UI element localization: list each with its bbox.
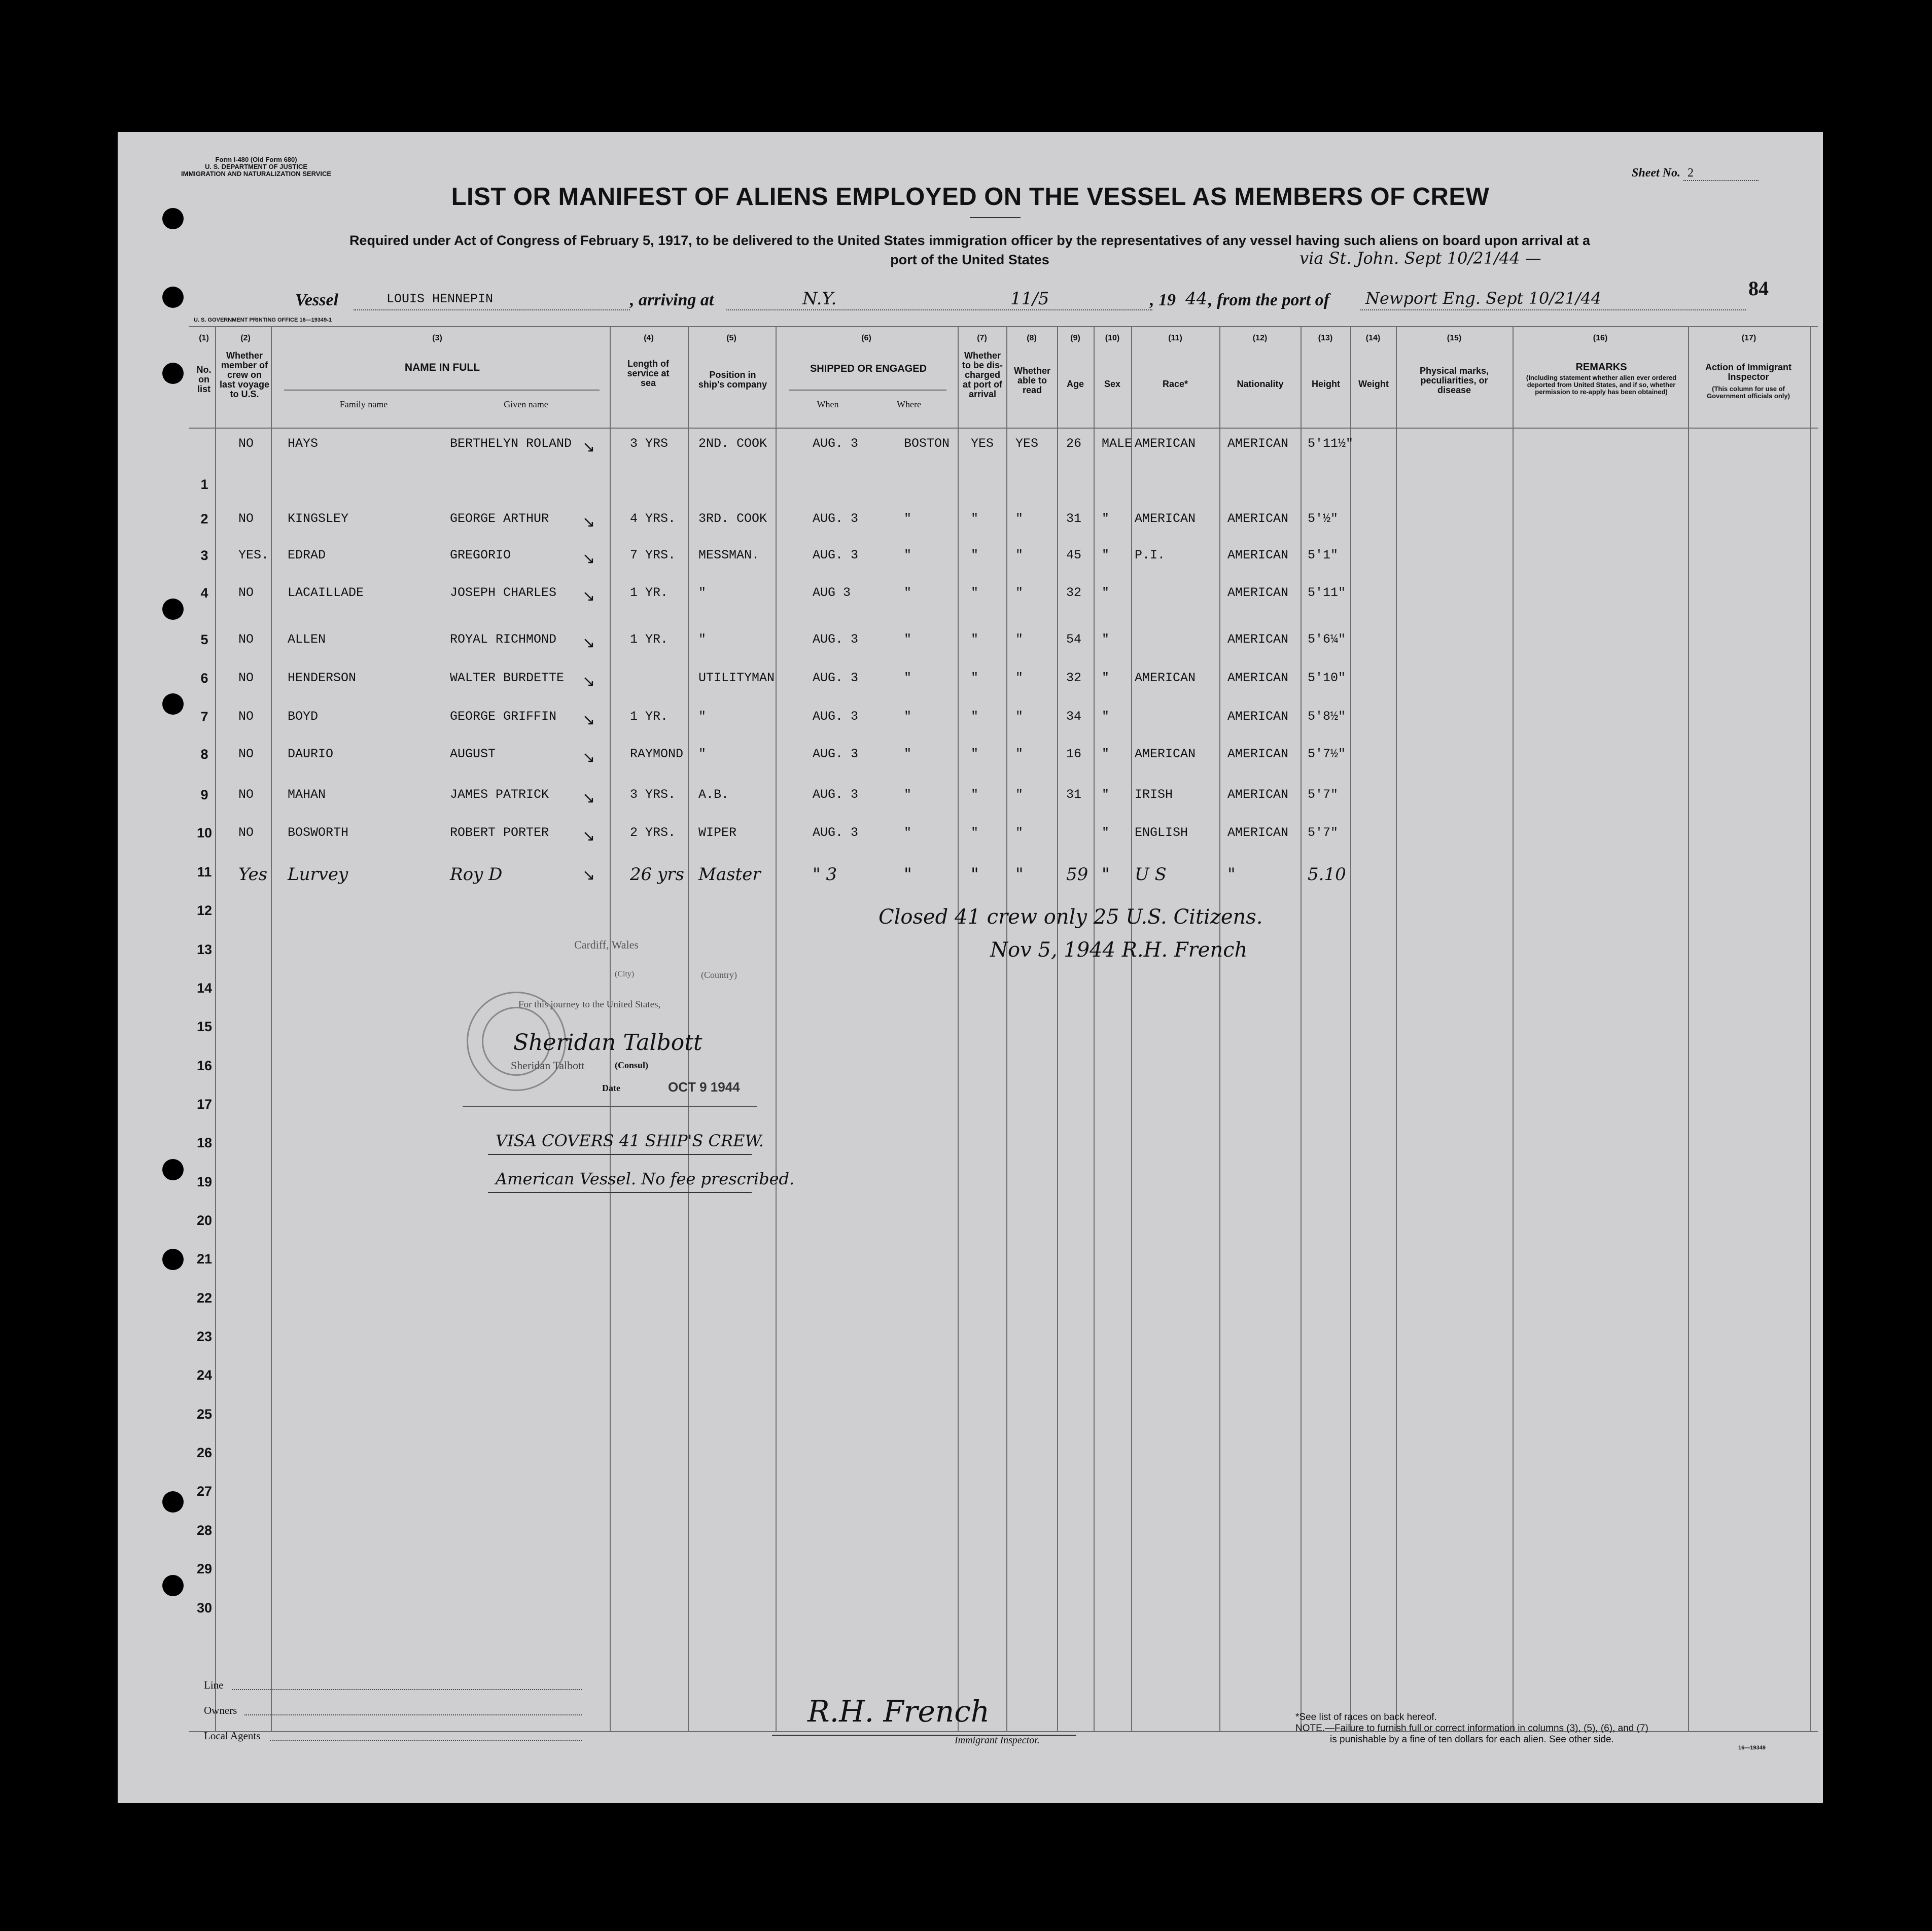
from-port: Newport Eng. Sept 10/21/44 [1365,289,1602,308]
arriving-port: N.Y. [802,289,837,309]
crew-sex: " [1102,747,1110,761]
crew-service-length: 2 YRS. [630,825,676,840]
crew-service-length: 1 YR. [630,585,669,600]
sheet-label: Sheet No. [1632,166,1680,180]
stamp-city: Cardiff, Wales [574,938,639,951]
arrow-icon: ↘ [582,790,595,806]
col-number: (6) [861,334,871,342]
crew-shipped-where: " [904,585,912,600]
form-id [181,156,331,178]
crew-sex: " [1102,548,1110,563]
crew-age: 59 [1066,864,1088,885]
crew-shipped-where: " [904,825,912,840]
col-number: (5) [726,334,736,342]
crew-age: 26 [1066,436,1082,451]
punch-hole [162,1575,184,1596]
row-number: 10 [196,825,213,840]
row-number: 9 [200,787,208,802]
crew-discharged: " [971,825,979,840]
stamp-date-label: Date [602,1083,620,1093]
crew-able-read: " [1015,548,1024,563]
crew-family-name: HAYS [288,436,319,451]
crew-given-name: Roy D [450,864,503,885]
crew-sex: MALE [1102,436,1133,451]
col-number: (16) [1593,334,1608,342]
line-label: Line [204,1679,224,1691]
header-weight: Weight [1358,379,1389,389]
sheet-value: 2 [1683,166,1759,181]
header-discharged: Whether to be dis- charged at port of arrival [962,350,1003,399]
crew-height: 5'6¼" [1308,632,1346,647]
crew-last-voyage: NO [238,787,254,802]
crew-given-name: BERTHELYN ROLAND [450,436,572,451]
crew-shipped-where: " [904,671,912,685]
crew-age: 34 [1066,709,1082,724]
closed-note: Closed 41 crew only 25 U.S. Citizens. [879,905,1263,929]
from-label: , from the port of [1208,291,1329,309]
crew-height: 5'11" [1308,585,1346,600]
crew-nationality: " [1227,864,1236,885]
header-age: Age [1066,379,1084,389]
crew-age: 32 [1066,671,1082,685]
col-number: (10) [1105,334,1120,342]
row-number: 26 [196,1445,213,1460]
crew-service-length: 3 YRS. [630,787,676,802]
owners-label: Owners [204,1704,237,1716]
row-number: 19 [196,1174,213,1189]
crew-shipped-when: AUG. 3 [813,632,859,647]
crew-race: U S [1135,864,1167,885]
punch-hole [162,208,184,229]
punch-hole [162,599,184,620]
row-number: 7 [200,709,208,724]
crew-given-name: GREGORIO [450,548,511,563]
row-number: 3 [200,548,208,563]
crew-given-name: WALTER BURDETTE [450,671,565,685]
crew-sex: " [1102,787,1110,802]
crew-family-name: HENDERSON [288,671,357,685]
crew-shipped-when: AUG. 3 [813,709,859,724]
crew-race: AMERICAN [1135,747,1196,761]
crew-family-name: DAURIO [288,747,334,761]
crew-age: 31 [1066,511,1082,526]
arriving-label: , arriving at [630,291,714,309]
row-number: 12 [196,903,213,918]
crew-able-read: " [1015,787,1024,802]
inspector-label: Immigrant Inspector. [955,1735,1040,1746]
crew-given-name: AUGUST [450,747,496,761]
form-id-line: IMMIGRATION AND NATURALIZATION SERVICE [181,170,332,178]
header-when: When [817,399,839,409]
crew-able-read: " [1015,632,1024,647]
row-number: 2 [200,511,208,526]
crew-shipped-where: " [904,787,912,802]
crew-discharged: " [971,548,979,563]
col-number: (4) [644,334,654,342]
printing-office: U. S. GOVERNMENT PRINTING OFFICE 16—19349-1 [194,317,332,323]
crew-sex: " [1102,671,1110,685]
stamp-date: OCT 9 1944 [668,1079,740,1095]
crew-family-name: BOSWORTH [288,825,349,840]
crew-able-read: " [1015,709,1024,724]
col-number: (13) [1318,334,1333,342]
crew-shipped-where: " [904,864,912,885]
arrow-icon: ↘ [582,712,595,728]
crew-height: 5'7½" [1308,747,1346,761]
header-able-read: Whether able to read [1014,366,1050,395]
crew-sex: " [1102,825,1110,840]
crew-last-voyage: NO [238,709,254,724]
visa-note-fee: American Vessel. No fee prescribed. [496,1169,795,1188]
crew-last-voyage: NO [238,671,254,685]
manifest-sheet [118,132,1823,1803]
header-action-note: (This column for use of Government officials only) [1707,385,1790,400]
crew-last-voyage: NO [238,511,254,526]
stamp-country-label: (Country) [701,970,737,980]
crew-position: " [698,747,707,761]
crew-position: UTILITYMAN [698,671,775,685]
punch-hole [162,1491,184,1513]
crew-race: IRISH [1135,787,1173,802]
crew-height: 5'7" [1308,787,1339,802]
row-number: 15 [196,1019,213,1034]
row-number: 14 [196,980,213,996]
row-number: 22 [196,1290,213,1306]
crew-position: " [698,709,707,724]
row-number: 21 [196,1251,213,1267]
crew-last-voyage: NO [238,585,254,600]
punch-hole [162,363,184,384]
crew-shipped-when: AUG 3 [813,585,851,600]
row-number: 8 [200,747,208,762]
crew-sex: " [1102,864,1110,885]
crew-race: AMERICAN [1135,671,1196,685]
crew-position: " [698,632,707,647]
col-number: (14) [1365,334,1381,342]
crew-service-length: RAYMOND [630,747,684,761]
crew-shipped-when: AUG. 3 [813,787,859,802]
crew-given-name: GEORGE GRIFFIN [450,709,557,724]
crew-shipped-where: " [904,548,912,563]
page-number: 84 [1748,277,1769,300]
row-number: 13 [196,942,213,957]
page-title: LIST OR MANIFEST OF ALIENS EMPLOYED ON THE VESSEL AS MEMBERS OF CREW [451,183,1490,210]
header-position: Position in ship's company [698,370,767,390]
crew-position: A.B. [698,787,729,802]
crew-last-voyage: NO [238,747,254,761]
crew-discharged: " [971,511,979,526]
crew-race: AMERICAN [1135,511,1196,526]
crew-last-voyage: NO [238,825,254,840]
row-number: 5 [200,632,208,647]
arrow-icon: ↘ [582,749,595,766]
crew-nationality: AMERICAN [1227,671,1289,685]
arrow-icon: ↘ [582,439,595,455]
crew-service-length: 26 yrs [630,864,684,885]
row-number: 18 [196,1135,213,1150]
crew-shipped-where: " [904,511,912,526]
agents-label: Local Agents [204,1730,261,1742]
crew-discharged: " [971,787,979,802]
crew-able-read: " [1015,825,1024,840]
punch-hole [162,693,184,715]
crew-discharged: " [971,585,979,600]
crew-age: 32 [1066,585,1082,600]
col-number: (3) [432,334,442,342]
crew-height: 5'1" [1308,548,1339,563]
crew-service-length: 3 YRS [630,436,669,451]
fine-note-2: is punishable by a fine of ten dollars for each alien. See other side. [1330,1734,1614,1745]
row-number: 16 [196,1058,213,1073]
header-nationality: Nationality [1237,379,1284,389]
arrival-date: 11/5 [1010,289,1049,309]
crew-position: " [698,585,707,600]
col-number: (17) [1741,334,1757,342]
row-number: 29 [196,1561,213,1576]
crew-nationality: AMERICAN [1227,709,1289,724]
via-note: via St. John. Sept 10/21/44 — [1299,249,1541,268]
crew-shipped-where: " [904,747,912,761]
crew-shipped-when: AUG. 3 [813,671,859,685]
arrow-icon: ↘ [582,550,595,567]
crew-sex: " [1102,709,1110,724]
crew-able-read: YES [1015,436,1039,451]
crew-shipped-when: AUG. 3 [813,747,859,761]
crew-last-voyage: Yes [238,864,268,885]
form-id-line: Form I-480 (Old Form 680) [215,156,297,163]
punch-hole [162,1249,184,1270]
crew-discharged: " [971,632,979,647]
arrow-icon: ↘ [582,635,595,651]
crew-nationality: AMERICAN [1227,787,1289,802]
col-number: (11) [1168,334,1182,342]
crew-discharged: " [971,747,979,761]
crew-shipped-when: AUG. 3 [813,825,859,840]
crew-sex: " [1102,511,1110,526]
stamp-journey: For this journey to the United States, [518,999,661,1010]
crew-nationality: AMERICAN [1227,825,1289,840]
punch-hole [162,1159,184,1180]
crew-height: 5'11½" [1308,436,1354,451]
arrow-icon: ↘ [582,867,595,884]
crew-family-name: BOYD [288,709,319,724]
header-length-service: Length of service at sea [627,359,670,388]
col-number: (15) [1447,334,1462,342]
crew-given-name: ROYAL RICHMOND [450,632,557,647]
crew-family-name: ALLEN [288,632,326,647]
row-number: 6 [200,671,208,686]
crew-age: 45 [1066,548,1082,563]
crew-discharged: " [971,864,979,885]
crew-shipped-where: " [904,709,912,724]
footer-owners [204,1704,237,1717]
col-number: (2) [240,334,251,342]
header-physical-marks: Physical marks, peculiarities, or disease [1419,366,1489,395]
crew-nationality: AMERICAN [1227,585,1289,600]
header-action: Action of Immigrant Inspector [1705,362,1792,382]
row-number: 17 [196,1097,213,1112]
arrow-icon: ↘ [582,673,595,690]
crew-discharged: " [971,709,979,724]
crew-shipped-where: " [904,632,912,647]
crew-position: Master [698,864,761,885]
header-shipped: SHIPPED OR ENGAGED [810,363,927,374]
crew-age: 31 [1066,787,1082,802]
header-name-in-full: NAME IN FULL [404,362,480,373]
consular-stamp [463,923,919,1116]
crew-nationality: AMERICAN [1227,436,1289,451]
crew-given-name: JAMES PATRICK [450,787,549,802]
crew-shipped-when: AUG. 3 [813,548,859,563]
crew-height: 5'½" [1308,511,1339,526]
row-number: 20 [196,1213,213,1228]
crew-last-voyage: YES. [238,548,269,563]
header-where: Where [897,399,921,409]
stamp-signature: Sheridan Talbott [513,1030,702,1056]
races-note: *See list of races on back hereof. [1295,1712,1437,1723]
col-number: (1) [199,334,209,342]
row-number: 25 [196,1407,213,1422]
crew-given-name: GEORGE ARTHUR [450,511,549,526]
col-number: (8) [1027,334,1037,342]
crew-position: 3RD. COOK [698,511,767,526]
crew-able-read: " [1015,585,1024,600]
crew-family-name: MAHAN [288,787,326,802]
col-number: (9) [1070,334,1080,342]
vessel-name: LOUIS HENNEPIN [387,292,494,306]
crew-height: 5.10 [1308,864,1346,885]
footer-agents [204,1730,260,1742]
crew-family-name: EDRAD [288,548,326,563]
visa-note: VISA COVERS 41 SHIP'S CREW. [496,1131,764,1150]
vessel-label: Vessel [295,291,338,309]
crew-discharged: " [971,671,979,685]
arrival-year: 44 [1185,289,1208,309]
crew-given-name: JOSEPH CHARLES [450,585,557,600]
crew-height: 5'8½" [1308,709,1346,724]
crew-service-length: 4 YRS. [630,511,676,526]
form-code: 16—19349 [1738,1745,1766,1751]
row-number: 30 [196,1600,213,1616]
crew-race: ENGLISH [1135,825,1188,840]
header-height: Height [1312,379,1340,389]
header-given-name: Given name [504,399,548,409]
footer-notes [1295,1712,1648,1745]
crew-family-name: KINGSLEY [288,511,349,526]
header-remarks: REMARKS [1575,362,1627,373]
row-number: 4 [200,585,208,601]
crew-service-length: 1 YR. [630,632,669,647]
crew-nationality: AMERICAN [1227,511,1289,526]
crew-last-voyage: NO [238,632,254,647]
crew-shipped-when: AUG. 3 [813,511,859,526]
crew-age: 54 [1066,632,1082,647]
crew-nationality: AMERICAN [1227,548,1289,563]
header-race: Race* [1162,379,1188,389]
sheet-number [1632,166,1759,181]
crew-able-read: " [1015,671,1024,685]
row-number: 11 [197,864,212,880]
crew-family-name: LACAILLADE [288,585,364,600]
header-no-on-list: No. on list [196,365,212,394]
crew-service-length: 7 YRS. [630,548,676,563]
crew-family-name: Lurvey [288,864,348,885]
stamp-consul-name: Sheridan Talbott [511,1059,585,1072]
inspector-signature: R.H. French [807,1694,990,1729]
col-number: (7) [977,334,987,342]
arrow-icon: ↘ [582,514,595,531]
header-sex: Sex [1104,379,1121,389]
crew-race: P.I. [1135,548,1166,563]
subtitle-line: Required under Act of Congress of February 5, 1917, to be delivered to the United States immigration officer by the representatives of any vessel having such aliens on board upon arrival at a [349,233,1591,248]
crew-height: 5'10" [1308,671,1346,685]
row-number: 1 [200,477,208,492]
stamp-consul-label: (Consul) [615,1060,649,1070]
crew-sex: " [1102,632,1110,647]
crew-nationality: AMERICAN [1227,747,1289,761]
crew-height: 5'7" [1308,825,1339,840]
row-number: 28 [196,1523,213,1538]
form-id-line: U. S. DEPARTMENT OF JUSTICE [205,163,308,170]
footer-line [204,1679,223,1692]
arrow-icon: ↘ [582,588,595,605]
crew-position: MESSMAN. [698,548,760,563]
crew-able-read: " [1015,511,1024,526]
year-label: , 19 [1150,291,1176,309]
crew-nationality: AMERICAN [1227,632,1289,647]
col-number: (12) [1252,334,1268,342]
crew-position: WIPER [698,825,737,840]
closed-note-date: Nov 5, 1944 R.H. French [990,938,1248,962]
crew-last-voyage: NO [238,436,254,451]
crew-race: AMERICAN [1135,436,1196,451]
crew-shipped-when: AUG. 3 [813,436,859,451]
subtitle-line: port of the United States [890,252,1049,267]
vessel-line [295,287,1766,312]
crew-service-length: 1 YR. [630,709,669,724]
row-number: 23 [196,1329,213,1344]
crew-able-read: " [1015,864,1024,885]
crew-shipped-where: BOSTON [904,436,950,451]
row-number: 24 [196,1367,213,1383]
crew-shipped-when: " 3 [813,864,837,885]
crew-given-name: ROBERT PORTER [450,825,549,840]
crew-sex: " [1102,585,1110,600]
crew-discharged: YES [971,436,994,451]
arrow-icon: ↘ [582,828,595,845]
stamp-city-label: (City) [615,970,635,978]
punch-hole [162,287,184,308]
header-member-last-voyage: Whether member of crew on last voyage to U.S. [219,350,270,399]
row-number: 27 [196,1484,213,1499]
crew-able-read: " [1015,747,1024,761]
header-family-name: Family name [339,399,388,409]
crew-position: 2ND. COOK [698,436,767,451]
header-remarks-note: (Including statement whether alien ever ordered deported from United States, and if so, whether permission to re-apply has been obtained) [1526,374,1677,396]
fine-note: NOTE.—Failure to furnish full or correct information in columns (3), (5), (6), and (7) [1295,1723,1648,1734]
crew-age: 16 [1066,747,1082,761]
